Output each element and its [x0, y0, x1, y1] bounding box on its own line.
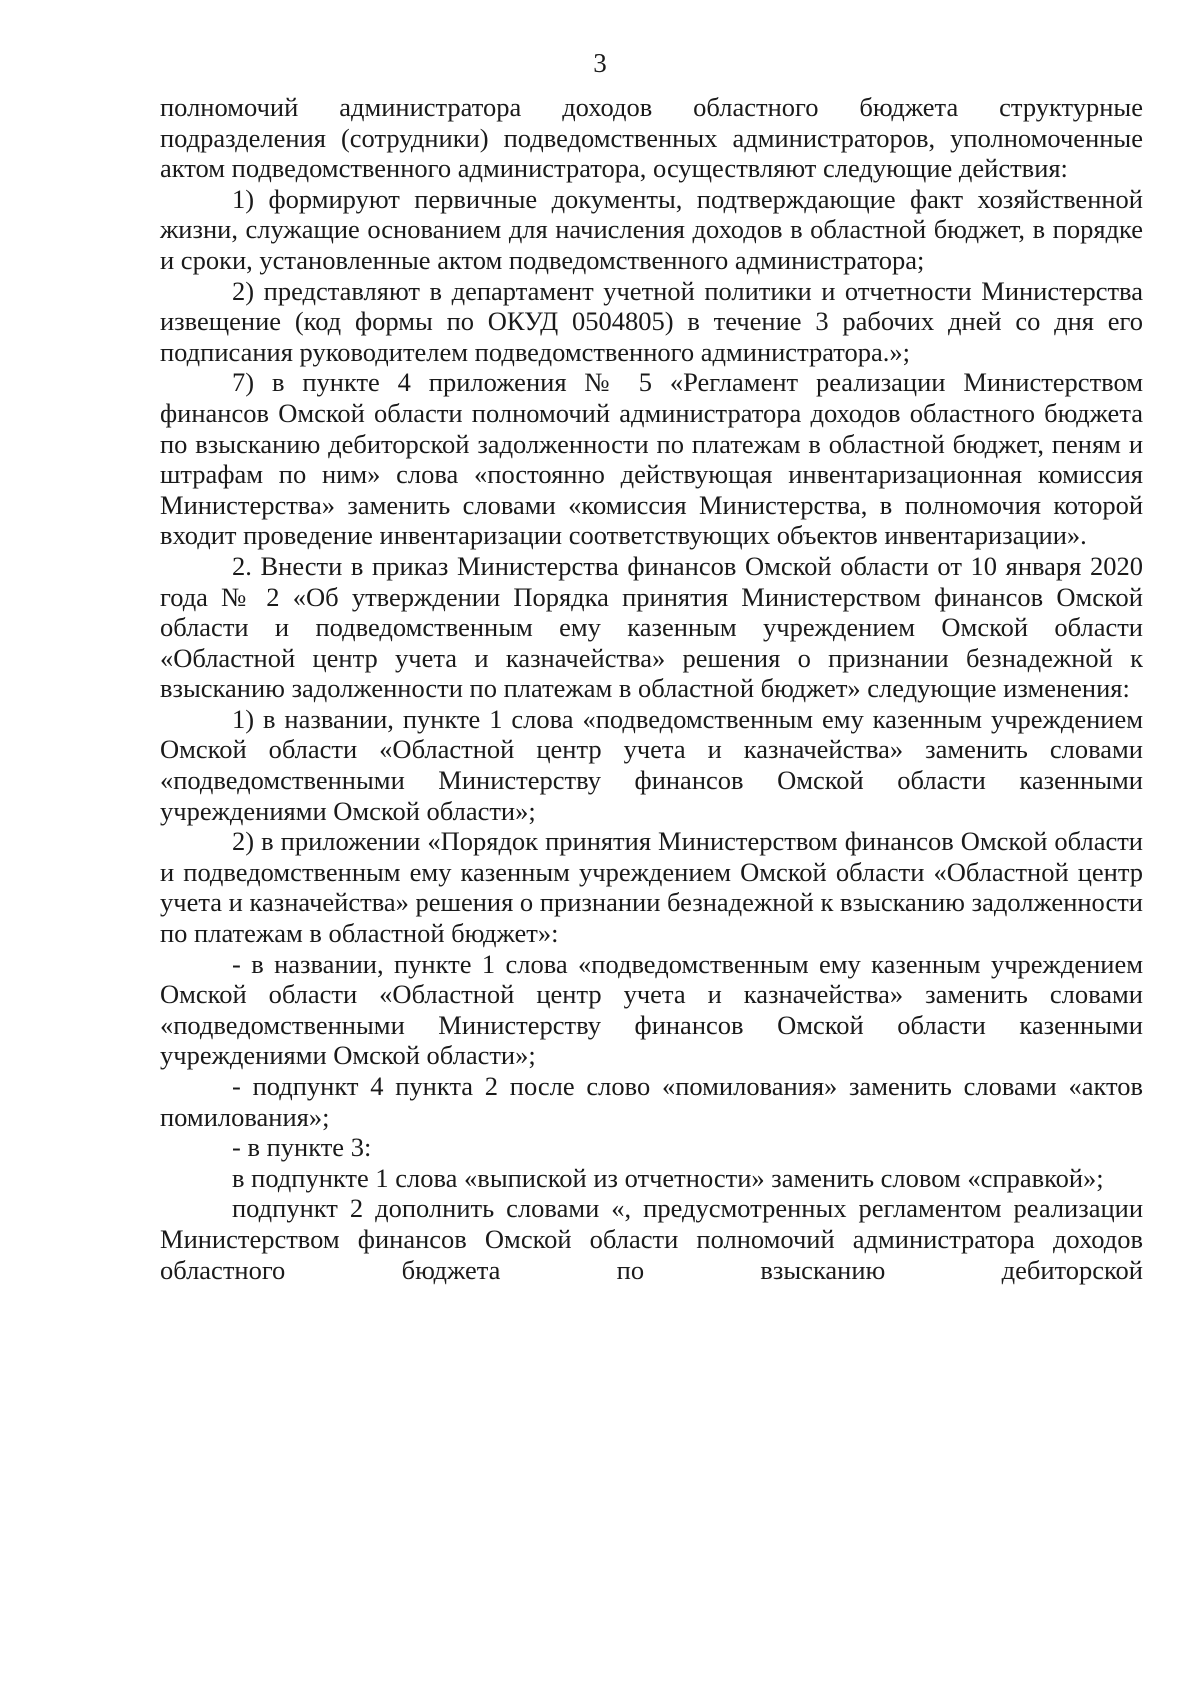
paragraph-subitem-1: 1) в названии, пункте 1 слова «подведомственным ему казенным учреждением Омской области «Областной центр учета и казначейства» заменить словами «подведомственными Министерству финансов Омской области казенными учреждениями Омской области»; [160, 703, 1143, 826]
paragraph-dash-1: - в названии, пункте 1 слова «подведомственным ему казенным учреждением Омской области «Областной центр учета и казначейства» заменить словами «подведомственными Министерству финансов Омской области казенными учреждениями Омской области»; [160, 948, 1143, 1071]
paragraph-subpoint-2: подпункт 2 дополнить словами «, предусмотренных регламентом реализации Министерством финансов Омской области полномочий администратора доходов областного бюджета по взысканию дебиторской [160, 1193, 1143, 1285]
paragraph-item-7: 7) в пункте 4 приложения № 5 «Регламент реализации Министерством финансов Омской области полномочий администратора доходов областного бюджета по взысканию дебиторской задолженности по платежам в областной бюджет, пеням и штрафам по ним» слова «постоянно действующая инвентаризационная комиссия Министерства» заменить словами «комиссия Министерства, в полномочия которой входит проведение инвентаризации соответствующих объектов инвентаризации». [160, 367, 1143, 551]
paragraph-item-2: 2) представляют в департамент учетной политики и отчетности Министерства извещение (код формы по ОКУД 0504805) в течение 3 рабочих дней со дня его подписания руководителем подведомственного администратора.»; [160, 275, 1143, 367]
paragraph-continuation: полномочий администратора доходов областного бюджета структурные подразделения (сотрудники) подведомственных администраторов, уполномоченные актом подведомственного администратора, осуществляют следующие действия: [160, 92, 1143, 184]
document-body [160, 92, 1143, 1285]
paragraph-point-2: 2. Внести в приказ Министерства финансов Омской области от 10 января 2020 года № 2 «Об утверждении Порядка принятия Министерством финансов Омской области и подведомственным ему казенным учреждением Омской области «Областной центр учета и казначейства» решения о признании безнадежной к взысканию задолженности по платежам в областной бюджет» следующие изменения: [160, 550, 1143, 704]
paragraph-item-1: 1) формируют первичные документы, подтверждающие факт хозяйственной жизни, служащие основанием для начисления доходов в областной бюджет, в порядке и сроки, установленные актом подведомственного администратора; [160, 183, 1143, 275]
page-number: 3 [593, 48, 607, 78]
paragraph-subitem-2: 2) в приложении «Порядок принятия Министерством финансов Омской области и подведомственным ему казенным учреждением Омской области «Областной центр учета и казначейства» решения о признании безнадежной к взысканию задолженности по платежам в областной бюджет»: [160, 826, 1143, 949]
paragraph-dash-2: - подпункт 4 пункта 2 после слово «помилования» заменить словами «актов помилования»; [160, 1071, 1143, 1132]
paragraph-dash-3: - в пункте 3: [232, 1132, 372, 1163]
paragraph-subpoint-1: в подпункте 1 слова «выпиской из отчетности» заменить словом «справкой»; [232, 1162, 1104, 1193]
